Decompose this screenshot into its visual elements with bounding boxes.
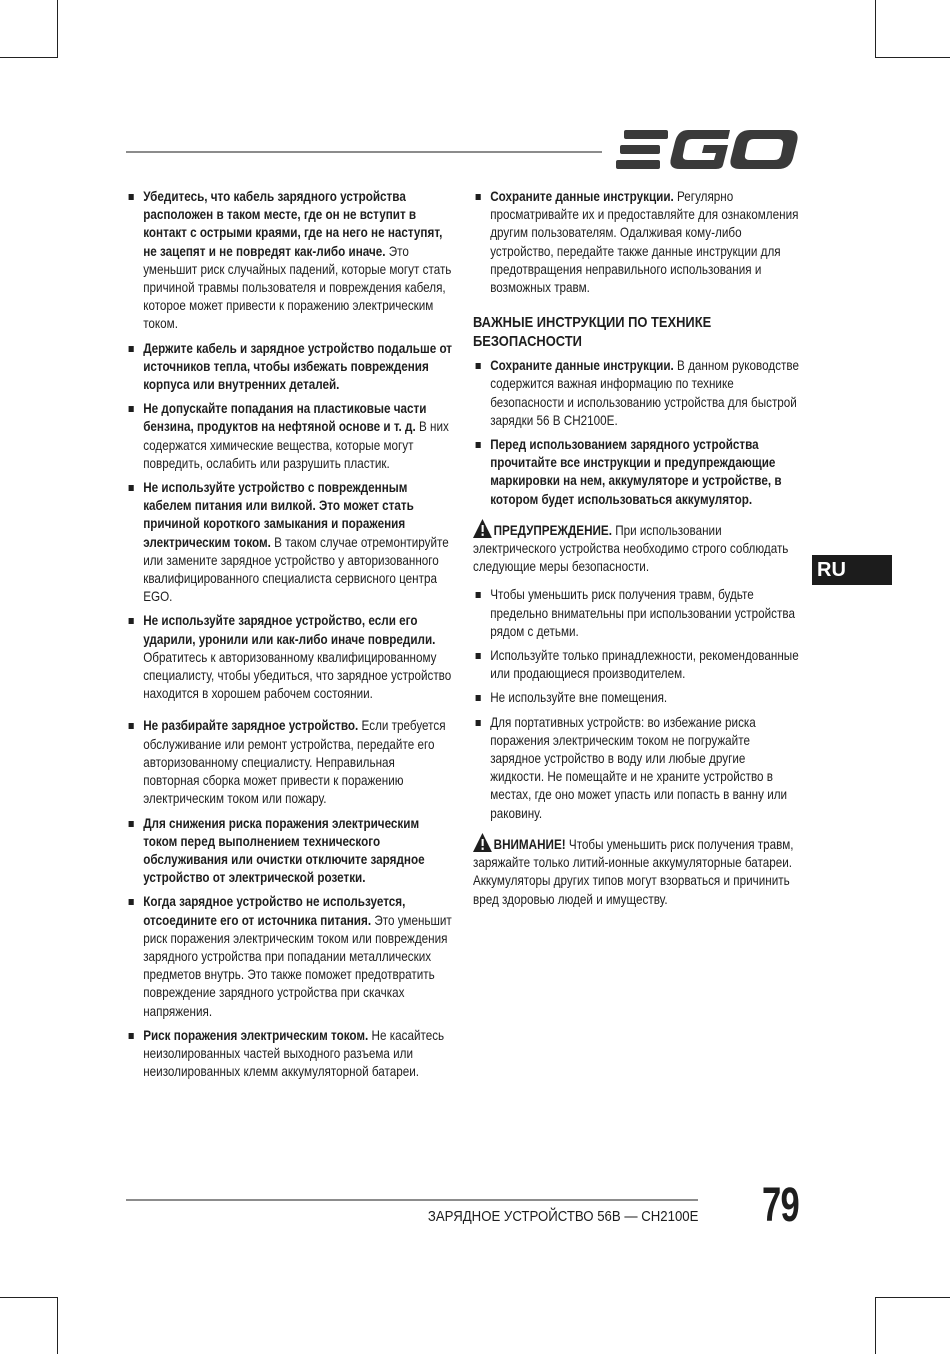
warning-triangle-icon	[473, 833, 492, 851]
list-item	[126, 340, 453, 395]
bullet-icon	[129, 194, 134, 200]
item-bold-text: Не используйте зарядное устройство, если его ударили, уронили или как-либо иначе повредили.	[143, 613, 436, 647]
bullet-icon	[129, 485, 134, 491]
bullet-icon	[129, 346, 134, 352]
list-item	[473, 436, 800, 509]
crop-mark	[875, 0, 876, 58]
list-item	[473, 647, 800, 683]
warning-block	[473, 519, 800, 577]
list-item	[126, 400, 453, 473]
bullet-icon	[476, 592, 481, 598]
item-text: В них содержатся химические вещества, которые могут повредить, ослабить или разрушить пластик.	[143, 419, 449, 471]
list-item	[126, 717, 453, 808]
bullet-icon	[476, 720, 481, 726]
item-bold-text: Убедитесь, что кабель зарядного устройства расположен в таком месте, где он не вступит в контакт с острыми краями, где на него не наступят, не зацепят и не повредят как-либо иначе.	[143, 189, 443, 259]
list-item	[473, 714, 800, 823]
list-item	[473, 357, 800, 430]
item-text: В данном руководстве содержится важная информацию по технике безопасности и использованию устройства для быстрой зарядки 56 В CH2100E.	[490, 358, 799, 428]
bullet-icon	[129, 1033, 134, 1039]
crop-mark	[875, 1297, 876, 1354]
warning-triangle-icon	[473, 519, 492, 537]
item-text: Используйте только принадлежности, рекомендованные или продающиеся производителем.	[490, 648, 799, 682]
crop-mark	[875, 57, 950, 58]
item-text: Не касайтесь неизолированных частей выходного разъема или неизолированных клемм аккумуляторной батареи.	[143, 1027, 445, 1080]
crop-mark	[57, 1297, 58, 1354]
right-column	[473, 188, 800, 919]
caution-label: ВНИМАНИЕ!	[493, 836, 566, 852]
bullet-icon	[129, 899, 134, 905]
item-bold-text: Не разбирайте зарядное устройство.	[143, 718, 359, 734]
item-text: В таком случае отремонтируйте или замените зарядное устройство у авторизованного квалифицированного специалиста сервисного центра EGO.	[143, 534, 449, 605]
item-bold-text: Сохраните данные инструкции.	[490, 358, 674, 374]
bullet-icon	[129, 406, 134, 412]
list-item	[473, 586, 800, 641]
item-bold-text: Сохраните данные инструкции.	[490, 189, 674, 204]
list-item	[126, 1027, 453, 1082]
list-item	[126, 479, 453, 606]
item-bold-text: Держите кабель и зарядное устройство подальше от источников тепла, чтобы избежать повреждения корпуса или внутренних деталей.	[143, 340, 453, 393]
item-bold-text: Перед использованием зарядного устройства прочитайте все инструкции и предупреждающие маркировки на нем, аккумуляторе и устройстве, в котором будет использоваться аккумулятор.	[490, 437, 782, 507]
bullet-icon	[476, 695, 481, 701]
ego-logo	[616, 128, 800, 177]
page-number: 79	[762, 1179, 800, 1232]
header-rule	[126, 151, 602, 153]
crop-mark	[875, 1297, 950, 1298]
bullet-icon	[476, 442, 481, 448]
language-tab: RU	[812, 555, 892, 585]
item-bold-text: Для снижения риска поражения электрическим током перед выполнением технического обслуживания или очистки отключите зарядное устройство от электрической розетки.	[143, 815, 425, 886]
section-heading: ВАЖНЫЕ ИНСТРУКЦИИ ПО ТЕХНИКЕ БЕЗОПАСНОСТИ	[473, 314, 712, 351]
item-bold-text: Не используйте устройство с поврежденным кабелем питания или вилкой. Это может стать причиной короткого замыкания и поражения электрическим током.	[143, 480, 414, 550]
bullet-icon	[129, 618, 134, 624]
footer-rule	[126, 1199, 698, 1201]
item-text: Для портативных устройств: во избежание риска поражения электрическим током не погружайте зарядное устройство в воду или любые другие жидкости. Не помещайте и не храните устройство в местах, где оно может упасть или попасть в ванну или раковину.	[490, 714, 788, 821]
bullet-icon	[129, 723, 134, 729]
caution-text: Чтобы уменьшить риск получения травм, заряжайте только литий-ионные аккумуляторные батареи. Аккумуляторы других типов могут взорваться и причинить вред здоровью людей и имуществу.	[473, 836, 794, 907]
bullet-icon	[476, 363, 481, 369]
item-text: Обратитесь к авторизованному квалифицированному специалисту, чтобы убедиться, что зарядное устройство находится в хорошем рабочем состоянии.	[143, 649, 452, 702]
list-item	[126, 815, 453, 888]
list-item	[473, 689, 800, 707]
item-bold-text: Не допускайте попадания на пластиковые части бензина, продуктов на нефтяной основе и т. д.	[143, 401, 427, 435]
item-text: Это уменьшит риск случайных падений, которые могут стать причиной травмы пользователя и повреждения кабеля, которое может привести к поражению электрическим током.	[143, 243, 452, 332]
item-text: Регулярно просматривайте их и предоставляйте для ознакомления другим пользователям. Одалживая кому-либо устройство, передайте также данные инструкции для предотвращения неправильного использования и возможных травм.	[490, 189, 799, 296]
list-item	[126, 893, 453, 1020]
bullet-icon	[476, 194, 481, 200]
list-item	[473, 188, 800, 297]
warning-text: При использовании электрического устройства необходимо строго соблюдать следующие меры безопасности.	[473, 522, 789, 575]
item-text: Чтобы уменьшить риск получения травм, будьте предельно внимательны при использовании устройства рядом с детьми.	[490, 587, 795, 639]
item-text: Это уменьшит риск поражения электрическим током или повреждения зарядного устройства при попадании металлических предметов внутрь. Это также поможет предотвратить повреждение зарядного устройства при скачках напряжения.	[143, 912, 452, 1019]
crop-mark	[0, 1297, 58, 1298]
list-item	[126, 188, 453, 334]
list-item	[126, 612, 453, 703]
item-bold-text: Когда зарядное устройство не используется, отсоедините его от источника питания.	[143, 894, 406, 928]
item-bold-text: Риск поражения электрическим током.	[143, 1027, 369, 1043]
left-column	[126, 188, 453, 1087]
item-text: Если требуется обслуживание или ремонт устройства, передайте его авторизованному специалисту. Неправильная повторная сборка может привести к поражению электрическим током или пожару.	[143, 718, 446, 807]
item-text: Не используйте вне помещения.	[490, 690, 668, 706]
crop-mark	[0, 57, 58, 58]
bullet-icon	[129, 821, 134, 827]
bullet-icon	[476, 653, 481, 659]
warning-label: ПРЕДУПРЕЖДЕНИЕ.	[493, 522, 612, 538]
footer-title: ЗАРЯДНОЕ УСТРОЙСТВО 56В — CH2100E	[427, 1208, 698, 1225]
caution-block	[473, 833, 800, 909]
crop-mark	[57, 0, 58, 58]
